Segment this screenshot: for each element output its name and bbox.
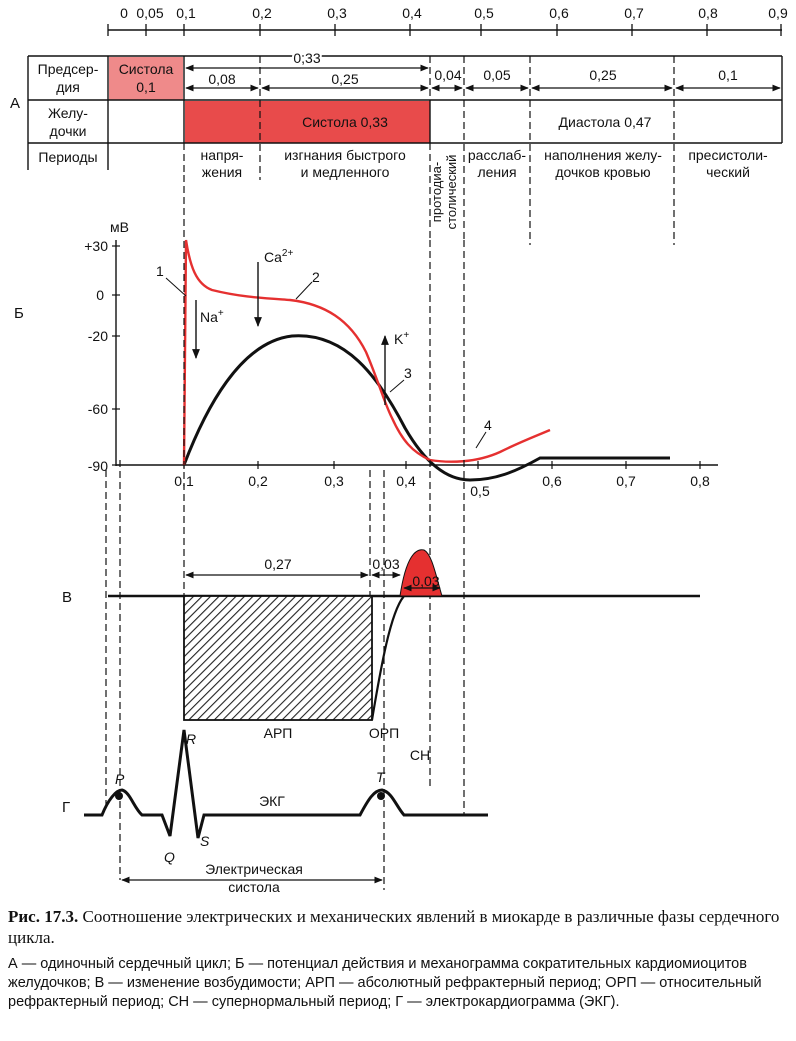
duration-003-sn: 0,03: [412, 573, 440, 589]
unit-label: мВ: [110, 219, 129, 235]
ventricular-diastole-label: Диастола 0,47: [558, 114, 652, 130]
top-axis: [108, 5, 788, 36]
top-tick-07: 0,7: [624, 5, 644, 21]
atria-label-line1: Предсер-: [37, 61, 99, 77]
curve-label-4: 4: [484, 417, 492, 433]
panel-b-graph: [14, 219, 718, 499]
period-protodiastolic-line2: столический: [444, 154, 459, 230]
x-tick-08: 0,8: [690, 473, 710, 489]
x-tick-02: 0,2: [248, 473, 268, 489]
x-tick-05: 0,5: [470, 483, 490, 499]
duration-025b: 0,25: [589, 67, 617, 83]
period-ejection-line2: и медленного: [300, 164, 390, 180]
top-tick-05: 0,5: [474, 5, 494, 21]
caption-legend: А — одиночный сердечный цикл; Б — потенциал действия и механограмма сократительных кардиомиоцитов желудочков; В — изменение возбудимости; АРП — абсолютный рефрактерный период; ОРП — относительный рефрактерный период; СН — супернормальный период; Г — электрокардиограмма (ЭКГ).: [8, 956, 762, 1010]
period-presystolic-line2: ческий: [706, 164, 750, 180]
k-ion-label: K+: [394, 330, 410, 347]
top-tick-0: 0: [120, 5, 128, 21]
curve-label-3: 3: [404, 365, 412, 381]
atrial-systole-line2: 0,1: [136, 79, 156, 95]
na-ion-label: Na+: [200, 308, 224, 325]
x-tick-06: 0,6: [542, 473, 562, 489]
ventricles-label-line1: Желу-: [48, 105, 88, 121]
x-tick-03: 0,3: [324, 473, 344, 489]
period-relaxation-line1: расслаб-: [467, 147, 527, 163]
periods-label: Периоды: [38, 149, 98, 165]
period-presystolic-line1: пресистоли-: [688, 147, 768, 163]
top-tick-04: 0,4: [402, 5, 422, 21]
top-tick-06: 0,6: [549, 5, 569, 21]
r-wave-label: R: [186, 731, 197, 747]
action-potential-curve: [184, 240, 550, 465]
duration-004: 0,04: [434, 67, 462, 83]
t-wave-point: [377, 792, 385, 800]
period-filling-line1: наполнения желу-: [544, 147, 662, 163]
duration-005: 0,05: [483, 67, 511, 83]
duration-01: 0,1: [718, 67, 738, 83]
top-tick-03: 0,3: [327, 5, 347, 21]
relative-refractory-curve: [372, 594, 406, 720]
panel-a-table: [10, 50, 782, 245]
top-tick-01: 0,1: [176, 5, 196, 21]
ventricles-label-line2: дочки: [49, 123, 87, 139]
absolute-refractory-block: [184, 596, 372, 720]
period-ejection-line1: изгнания быстрого: [284, 147, 406, 163]
caption-title: [8, 906, 788, 948]
caption-figure-number: Рис. 17.3.: [8, 907, 79, 926]
ecg-label: ЭКГ: [259, 793, 285, 809]
y-tick-0: 0: [96, 287, 104, 303]
duration-027: 0,27: [264, 556, 292, 572]
top-tick-09: 0,9: [768, 5, 788, 21]
duration-008: 0,08: [208, 71, 236, 87]
ca-ion-label: $Ca^{2+}$: [264, 248, 294, 265]
y-tick-m90: -90: [87, 458, 108, 474]
atrial-systole-line1: Систола: [118, 61, 174, 77]
top-tick-005: 0,05: [136, 5, 164, 21]
period-relaxation-line2: ления: [477, 164, 517, 180]
period-tension-line2: жения: [201, 164, 243, 180]
duration-033: 0,33: [293, 50, 321, 66]
panel-b-letter: Б: [14, 305, 24, 322]
y-tick-m20: -20: [87, 328, 108, 344]
panel-g-letter: Г: [62, 799, 71, 816]
panel-a-letter: А: [10, 95, 21, 112]
duration-003-orp: 0,03: [372, 556, 400, 572]
caption-title-text: Соотношение электрических и механических явлений в миокарде в различные фазы сердечного цикла.: [8, 907, 780, 947]
p-wave-label: P: [115, 771, 125, 787]
electrical-systole-line1: Электрическая: [205, 861, 303, 877]
top-tick-08: 0,8: [698, 5, 718, 21]
period-tension-line1: напря-: [200, 147, 244, 163]
x-tick-07: 0,7: [616, 473, 636, 489]
top-tick-02: 0,2: [252, 5, 272, 21]
panel-v-letter: В: [62, 589, 73, 606]
electrical-systole-line2: систола: [228, 879, 280, 895]
sn-label: СН: [409, 747, 431, 763]
y-tick-m60: -60: [87, 401, 108, 417]
curve-label-2: 2: [312, 269, 320, 285]
duration-025: 0,25: [331, 71, 359, 87]
y-tick-30: +30: [84, 238, 108, 254]
atria-label-line2: дия: [56, 79, 80, 95]
arp-label: АРП: [263, 725, 293, 741]
orp-label: ОРП: [368, 725, 400, 741]
q-wave-label: Q: [164, 849, 175, 865]
figure-caption: [8, 906, 788, 1012]
p-wave-point: [115, 792, 123, 800]
ventricular-systole-label: Систола 0,33: [302, 114, 388, 130]
panel-v-excitability: [62, 550, 700, 763]
x-tick-01: 0,1: [174, 473, 194, 489]
period-filling-line2: дочков кровью: [555, 164, 651, 180]
s-wave-label: S: [200, 833, 210, 849]
curve-label-1: 1: [156, 263, 164, 279]
t-wave-label: T: [376, 769, 385, 785]
phase-guide-lines: [106, 175, 464, 890]
period-protodiastolic-line1: протодиа-: [429, 161, 444, 223]
x-tick-04: 0,4: [396, 473, 416, 489]
